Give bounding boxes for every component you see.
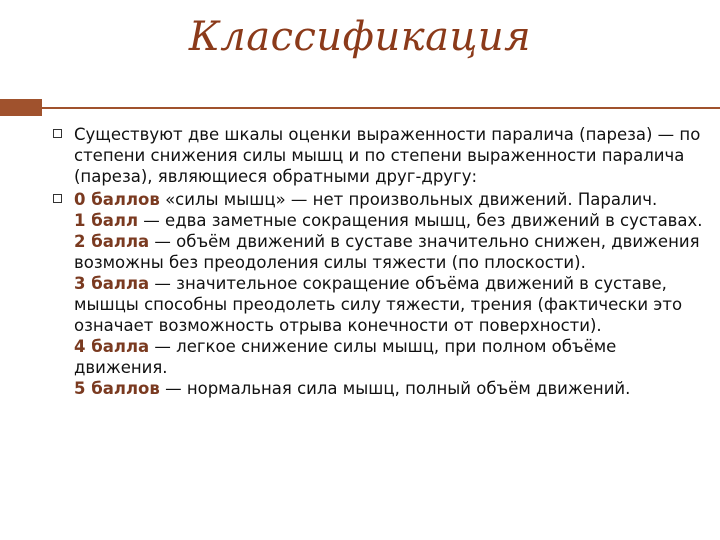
score-item [74,336,703,378]
score-item [74,273,703,336]
score-description: — легкое снижение силы мышц, при полном объёме движения. [74,337,617,377]
square-bullet-icon [53,194,62,203]
accent-divider [42,107,720,109]
slide-content [48,124,703,401]
score-label: 1 балл [74,211,139,230]
score-item [74,210,703,231]
score-label: 4 балла [74,337,150,356]
score-description: — нормальная сила мышц, полный объём движений. [159,379,631,398]
score-label: 0 баллов [74,190,160,209]
score-label: 2 балла [74,232,150,251]
score-description: — едва заметные сокращения мышц, без движений в суставах. [138,211,703,230]
score-description: — объём движений в суставе значительно снижен, движения возможны без преодоления силы тяжести (по плоскости). [74,232,700,272]
score-label: 5 баллов [74,379,160,398]
bullet-text: Существуют две шкалы оценки выраженности паралича (пареза) — по степени снижения силы мышц и по степени выраженности паралича (пареза), являющиеся обратными друг-другу: [74,125,701,186]
score-item [74,231,703,273]
score-description: «силы мышц» — нет произвольных движений. Паралич. [159,190,658,209]
bullet-item [48,189,703,399]
score-label: 3 балла [74,274,150,293]
score-item [74,378,703,399]
slide-title: Классификация [188,14,532,60]
bullet-item [48,124,703,187]
square-bullet-icon [53,129,62,138]
accent-block [0,99,42,116]
score-description: — значительное сокращение объёма движений в суставе, мышцы способны преодолеть силу тяжести, трения (фактически это означает возможность отрыва конечности от поверхности). [74,274,683,335]
score-item [74,189,703,210]
